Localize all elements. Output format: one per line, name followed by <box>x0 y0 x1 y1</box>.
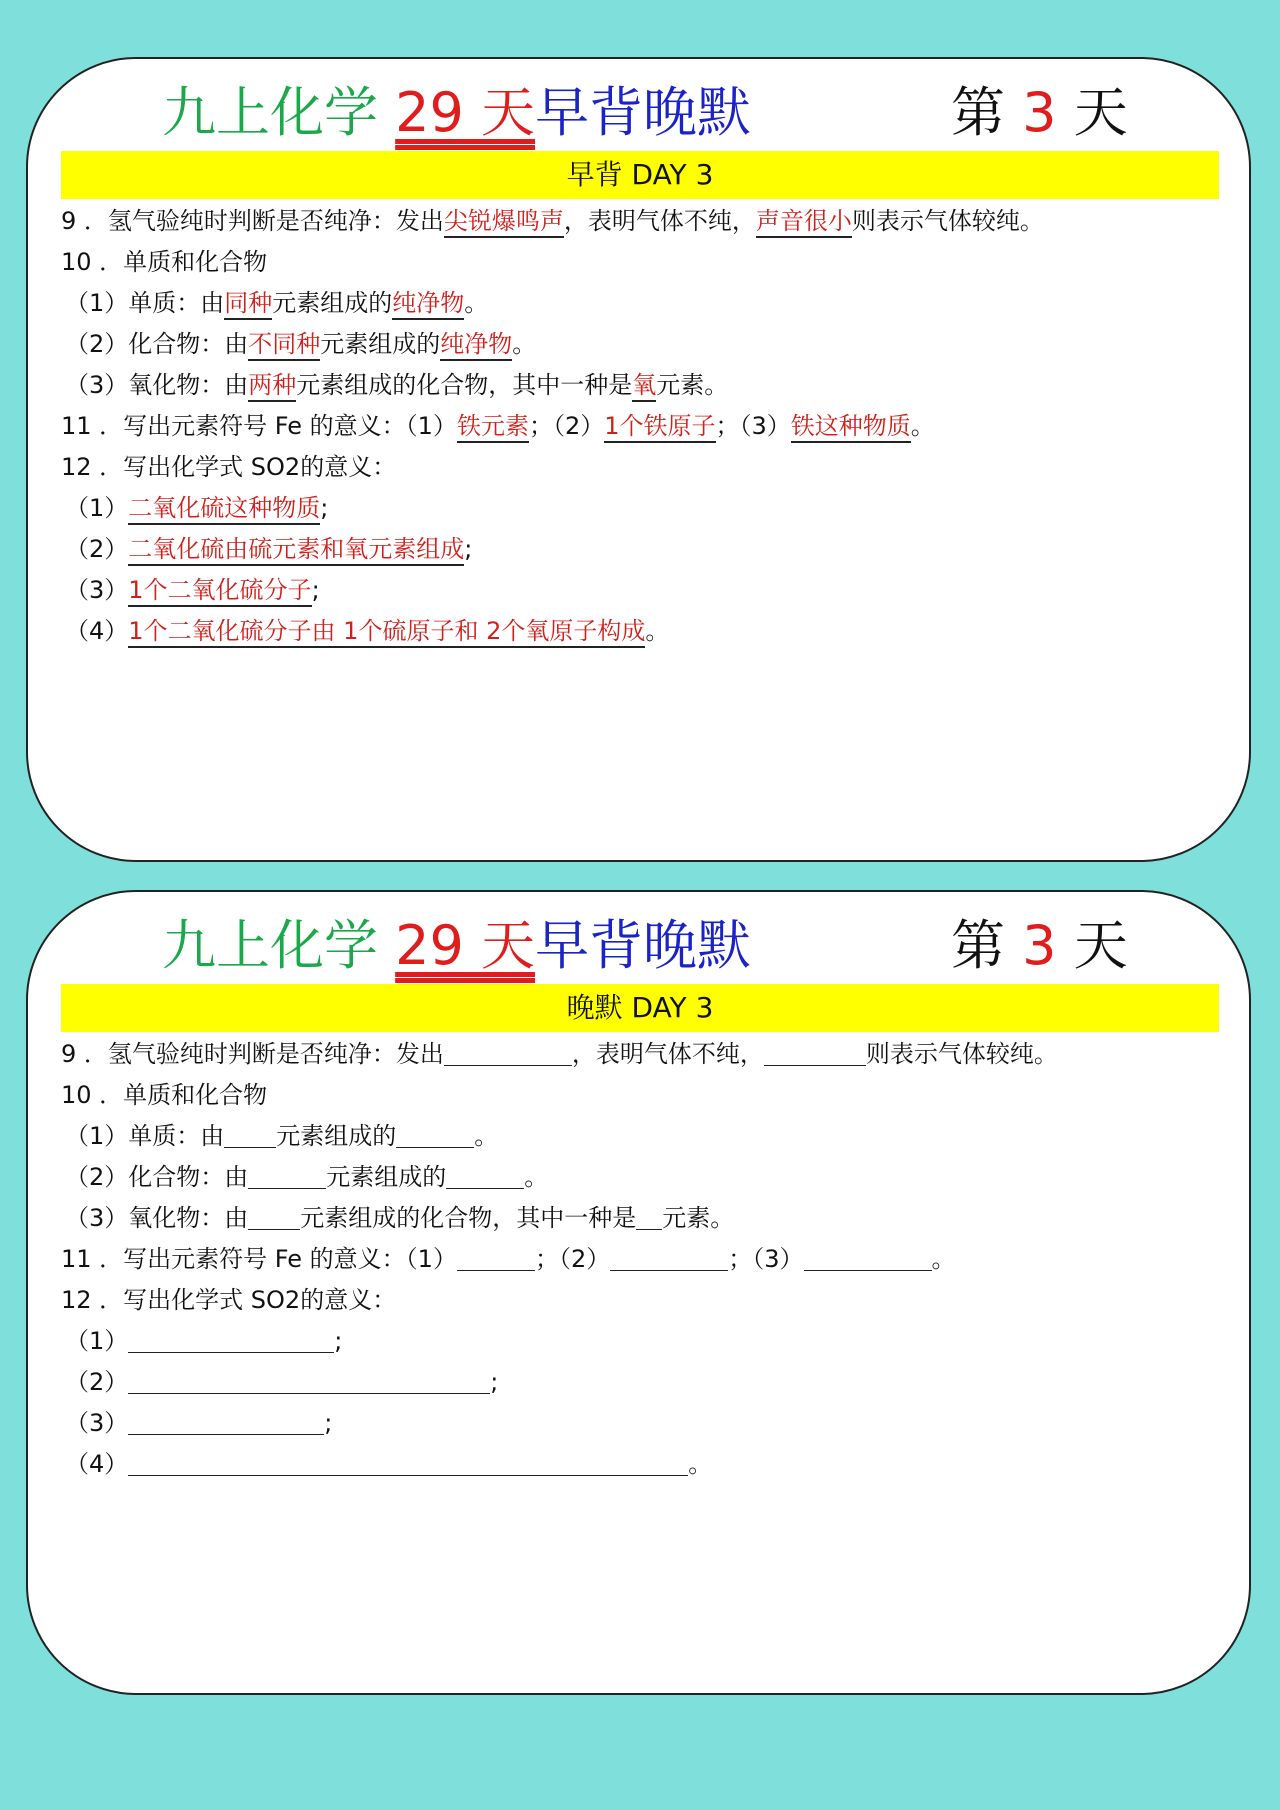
q-text: 。 <box>524 1163 549 1191</box>
question-10-1 <box>61 1116 1221 1157</box>
answer: 尖锐爆鸣声 <box>444 206 564 238</box>
q-text: （2）化合物：由 <box>65 330 249 358</box>
answer-blank[interactable] <box>764 1041 866 1066</box>
question-12-1 <box>61 1321 1221 1362</box>
answer-blank[interactable] <box>610 1246 728 1271</box>
q-text: ；（2） <box>528 412 605 440</box>
question-10-1 <box>61 283 1221 324</box>
section-banner: 早背 DAY 3 <box>61 151 1219 199</box>
q-text: （2） <box>65 1368 129 1396</box>
day-number: 3 <box>1022 81 1057 144</box>
q-text: 11 ．写出元素符号 Fe 的意义：（1） <box>61 1245 457 1273</box>
question-12-2 <box>61 529 1221 570</box>
answer-blank[interactable] <box>224 1123 276 1148</box>
answer: 纯净物 <box>440 329 512 361</box>
answer: 1个铁原子 <box>604 411 715 443</box>
answer: 同种 <box>224 288 272 320</box>
title-row <box>28 73 1249 153</box>
q-text: 元素组成的 <box>276 1122 397 1150</box>
question-11 <box>61 406 1221 447</box>
answer-blank[interactable] <box>804 1246 932 1271</box>
q-text: 12 ．写出化学式 SO2的意义： <box>61 453 397 481</box>
answer: 二氧化硫这种物质 <box>128 493 320 525</box>
answer-blank[interactable] <box>457 1246 535 1271</box>
answer-blank[interactable] <box>396 1123 474 1148</box>
title-part-method: 早背晚默 <box>535 81 752 144</box>
q-text: 。 <box>474 1122 499 1150</box>
question-list <box>61 201 1221 652</box>
answer: 铁这种物质 <box>791 411 911 443</box>
q-text: 。 <box>464 289 489 317</box>
day-suffix: 天 <box>1073 81 1128 144</box>
question-10 <box>61 242 1221 283</box>
question-12-4 <box>61 1444 1221 1485</box>
q-text: （1）单质：由 <box>65 1122 225 1150</box>
question-12-2 <box>61 1362 1221 1403</box>
question-list <box>61 1034 1221 1485</box>
question-12-3 <box>61 1403 1221 1444</box>
answer: 声音很小 <box>756 206 852 238</box>
question-9 <box>61 201 1221 242</box>
q-text: ；（3） <box>715 412 791 440</box>
q-text: ; <box>464 535 473 563</box>
page-title <box>162 73 751 153</box>
day-indicator <box>951 906 1128 986</box>
q-text: ; <box>490 1368 499 1396</box>
title-part-days: 29 天 <box>395 81 536 144</box>
q-text: 元素组成的 <box>272 289 393 317</box>
title-part-days: 29 天 <box>395 914 536 977</box>
question-12-3 <box>61 570 1221 611</box>
q-text: 。 <box>645 617 670 645</box>
title-part-subject: 九上化学 <box>162 81 378 144</box>
q-text: ，表明气体不纯， <box>571 1040 764 1068</box>
day-suffix: 天 <box>1073 914 1128 977</box>
answer-blank[interactable] <box>636 1205 662 1230</box>
q-text: 元素。 <box>656 371 729 399</box>
q-text: 元素。 <box>662 1204 735 1232</box>
question-12 <box>61 447 1221 488</box>
answer: 1个二氧化硫分子 <box>128 575 311 607</box>
title-part-method: 早背晚默 <box>535 914 752 977</box>
q-text: 则表示气体较纯。 <box>865 1040 1058 1068</box>
answer-blank[interactable] <box>128 1410 324 1435</box>
answer: 1个二氧化硫分子由 1个硫原子和 2个氧原子构成 <box>128 616 645 648</box>
day-indicator <box>951 73 1128 153</box>
evening-card <box>26 890 1251 1695</box>
question-12 <box>61 1280 1221 1321</box>
question-12-1 <box>61 488 1221 529</box>
answer-blank[interactable] <box>128 1451 688 1476</box>
answer-blank[interactable] <box>128 1369 490 1394</box>
q-text: 。 <box>512 330 537 358</box>
q-text: 9 ．氢气验纯时判断是否纯净：发出 <box>61 1040 444 1068</box>
q-text: （1） <box>65 494 129 522</box>
answer-blank[interactable] <box>248 1164 326 1189</box>
q-text: 11 ．写出元素符号 Fe 的意义：（1） <box>61 412 457 440</box>
q-text: （3）氧化物：由 <box>65 371 249 399</box>
q-text: ; <box>311 576 320 604</box>
q-text: 元素组成的化合物，其中一种是 <box>300 1204 637 1232</box>
answer-blank[interactable] <box>128 1328 334 1353</box>
q-text: 9 ．氢气验纯时判断是否纯净：发出 <box>61 207 444 235</box>
q-text: 元素组成的 <box>326 1163 447 1191</box>
q-text: ; <box>324 1409 333 1437</box>
q-text: 。 <box>910 412 935 440</box>
question-10-3 <box>61 1198 1221 1239</box>
title-part-subject: 九上化学 <box>162 914 378 977</box>
q-text: （2）化合物：由 <box>65 1163 249 1191</box>
day-prefix: 第 <box>951 81 1005 144</box>
question-11 <box>61 1239 1221 1280</box>
q-text: ；（3） <box>728 1245 804 1273</box>
day-prefix: 第 <box>951 914 1005 977</box>
q-text: 元素组成的 <box>320 330 441 358</box>
q-text: （2） <box>65 535 129 563</box>
question-9 <box>61 1034 1221 1075</box>
q-text: （4） <box>65 617 129 645</box>
question-12-4 <box>61 611 1221 652</box>
question-10-2 <box>61 1157 1221 1198</box>
q-text: （4） <box>65 1450 129 1478</box>
q-text: ；（2） <box>534 1245 611 1273</box>
page-title <box>162 906 751 986</box>
day-number: 3 <box>1022 914 1057 977</box>
answer: 不同种 <box>248 329 320 361</box>
q-text: （3） <box>65 576 129 604</box>
q-text: 。 <box>688 1450 713 1478</box>
answer-blank[interactable] <box>248 1205 300 1230</box>
q-text: 元素组成的化合物，其中一种是 <box>296 371 633 399</box>
answer: 纯净物 <box>392 288 464 320</box>
answer-blank[interactable] <box>446 1164 524 1189</box>
answer: 铁元素 <box>457 411 529 443</box>
q-text: 10 ．单质和化合物 <box>61 248 268 276</box>
q-text: 。 <box>931 1245 956 1273</box>
answer-blank[interactable] <box>444 1041 572 1066</box>
question-10-2 <box>61 324 1221 365</box>
answer: 氧 <box>632 370 656 402</box>
q-text: 10 ．单质和化合物 <box>61 1081 268 1109</box>
morning-card <box>26 57 1251 862</box>
q-text: 则表示气体较纯。 <box>851 207 1044 235</box>
q-text: ; <box>320 494 329 522</box>
q-text: ，表明气体不纯， <box>563 207 756 235</box>
q-text: ; <box>334 1327 343 1355</box>
q-text: （1） <box>65 1327 129 1355</box>
q-text: （1）单质：由 <box>65 289 225 317</box>
q-text: （3）氧化物：由 <box>65 1204 249 1232</box>
question-10 <box>61 1075 1221 1116</box>
title-row <box>28 906 1249 986</box>
section-banner: 晚默 DAY 3 <box>61 984 1219 1032</box>
question-10-3 <box>61 365 1221 406</box>
answer: 两种 <box>248 370 296 402</box>
answer: 二氧化硫由硫元素和氧元素组成 <box>128 534 464 566</box>
q-text: （3） <box>65 1409 129 1437</box>
q-text: 12 ．写出化学式 SO2的意义： <box>61 1286 397 1314</box>
